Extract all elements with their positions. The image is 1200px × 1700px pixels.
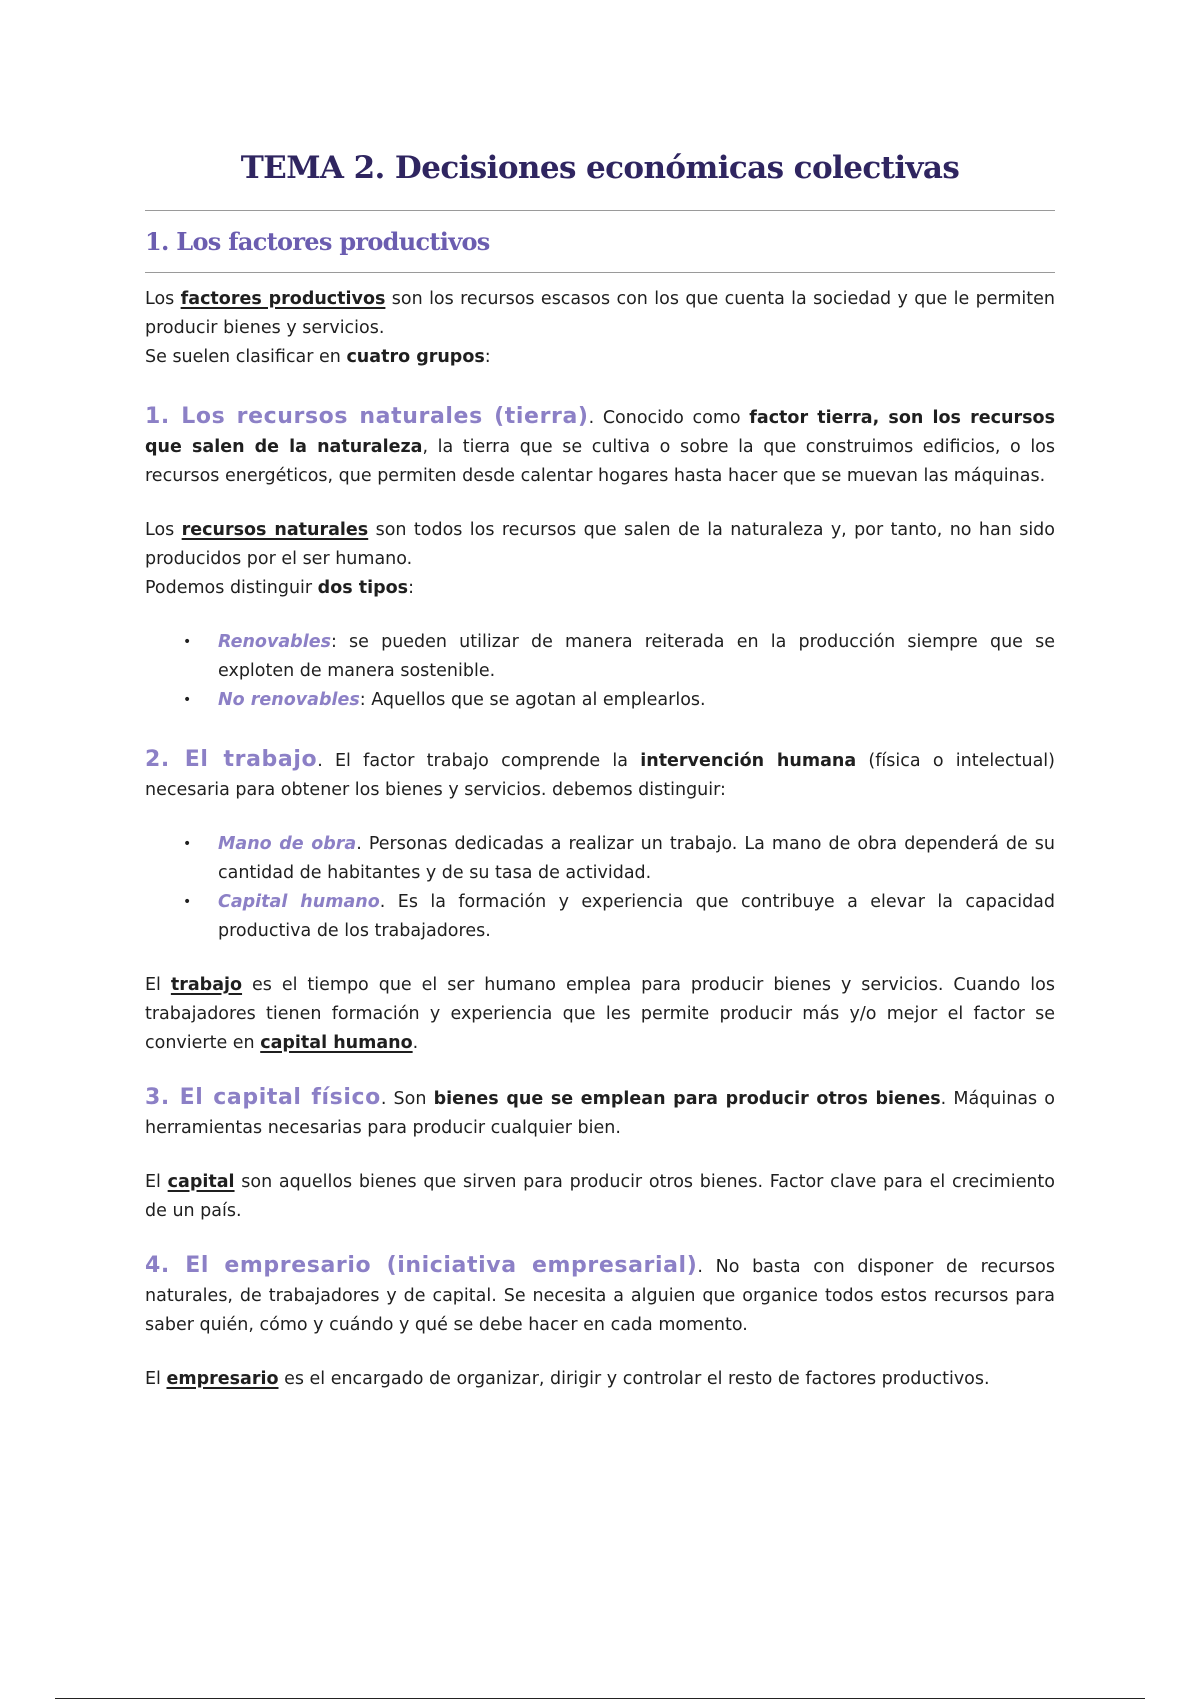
- title-divider: [145, 210, 1055, 211]
- section-divider: [145, 272, 1055, 273]
- bullet-icon: •: [183, 894, 192, 910]
- term-empresario: empresario: [166, 1369, 279, 1389]
- footer-divider: [55, 1698, 1145, 1699]
- heading-capital-fisico: 3. El capital físico: [145, 1085, 381, 1110]
- bullet-icon: •: [183, 634, 192, 650]
- list-item: • Capital humano. Es la formación y experiencia que contribuye a elevar la capacidad productiva de los trabajadores.: [218, 888, 1055, 946]
- list-item: • Mano de obra. Personas dedicadas a realizar un trabajo. La mano de obra dependerá de su cantidad de habitantes y de su tasa de actividad.: [218, 830, 1055, 888]
- list-item: • Renovables: se pueden utilizar de manera reiterada en la producción siempre que se exploten de manera sostenible.: [218, 628, 1055, 686]
- document-title: TEMA 2. Decisiones económicas colectivas: [240, 150, 960, 186]
- capital-paragraph: 3. El capital físico. Son bienes que se emplean para producir otros bienes. Máquinas o herramientas necesarias para producir cualquier bien.: [145, 1085, 1055, 1138]
- list-item: • No renovables: Aquellos que se agotan al emplearlos.: [218, 686, 1055, 715]
- tierra-paragraph: 1. Los recursos naturales (tierra). Conocido como factor tierra, son los recursos que salen de la naturaleza, la tierra que se cultiva o sobre la que construimos edificios, o los recursos energéticos, que permiten desde calentar hogares hasta hacer que se muevan las máquinas.: [145, 404, 1056, 486]
- term-capital: capital: [167, 1172, 235, 1192]
- trabajo-list: [145, 830, 1055, 946]
- heading-trabajo: 2. El trabajo: [145, 747, 318, 772]
- capital-definition: El capital son aquellos bienes que sirven para producir otros bienes. Factor clave para el crecimiento de un país.: [145, 1172, 1055, 1221]
- recursos-list: [145, 628, 1055, 715]
- term-factores-productivos: factores productivos: [180, 289, 386, 309]
- trabajo-paragraph: 2. El trabajo. El factor trabajo comprende la intervención humana (física o intelectual) necesaria para obtener los bienes y servicios. debemos distinguir:: [145, 747, 1055, 800]
- term-capital-humano: capital humano: [260, 1033, 413, 1053]
- term-recursos-naturales: recursos naturales: [181, 520, 369, 540]
- bullet-icon: •: [183, 836, 192, 852]
- heading-recursos-naturales: 1. Los recursos naturales (tierra): [145, 404, 589, 429]
- document-page: [145, 150, 1055, 1394]
- term-cuatro-grupos: cuatro grupos: [346, 347, 485, 367]
- tipos-intro: Podemos distinguir dos tipos:: [145, 578, 414, 598]
- empresario-paragraph: 4. El empresario (iniciativa empresarial). No basta con disponer de recursos naturales, de trabajadores y de capital. Se necesita a alguien que organice todos estos recursos para saber quién, cómo y cuándo y qué se debe hacer en cada momento.: [145, 1253, 1056, 1335]
- heading-empresario: 4. El empresario (iniciativa empresarial): [145, 1253, 698, 1278]
- intro-classification: Se suelen clasificar en cuatro grupos:: [145, 347, 491, 367]
- intro-paragraph: Los factores productivos son los recursos escasos con los que cuenta la sociedad y que le permiten producir bienes y servicios.: [145, 289, 1055, 338]
- empresario-definition: El empresario es el encargado de organizar, dirigir y controlar el resto de factores productivos.: [145, 1369, 990, 1389]
- bullet-icon: •: [183, 692, 192, 708]
- term-dos-tipos: dos tipos: [317, 578, 409, 598]
- recursos-naturales-definition: Los recursos naturales son todos los recursos que salen de la naturaleza y, por tanto, no han sido producidos por el ser humano.: [145, 520, 1055, 569]
- section-title-factores: 1. Los factores productivos: [145, 227, 490, 256]
- trabajo-definition: El trabajo es el tiempo que el ser humano emplea para producir bienes y servicios. Cuando los trabajadores tienen formación y experiencia que les permite producir más y/o mejor el factor se convierte en capital humano.: [145, 975, 1055, 1053]
- term-trabajo: trabajo: [170, 975, 243, 995]
